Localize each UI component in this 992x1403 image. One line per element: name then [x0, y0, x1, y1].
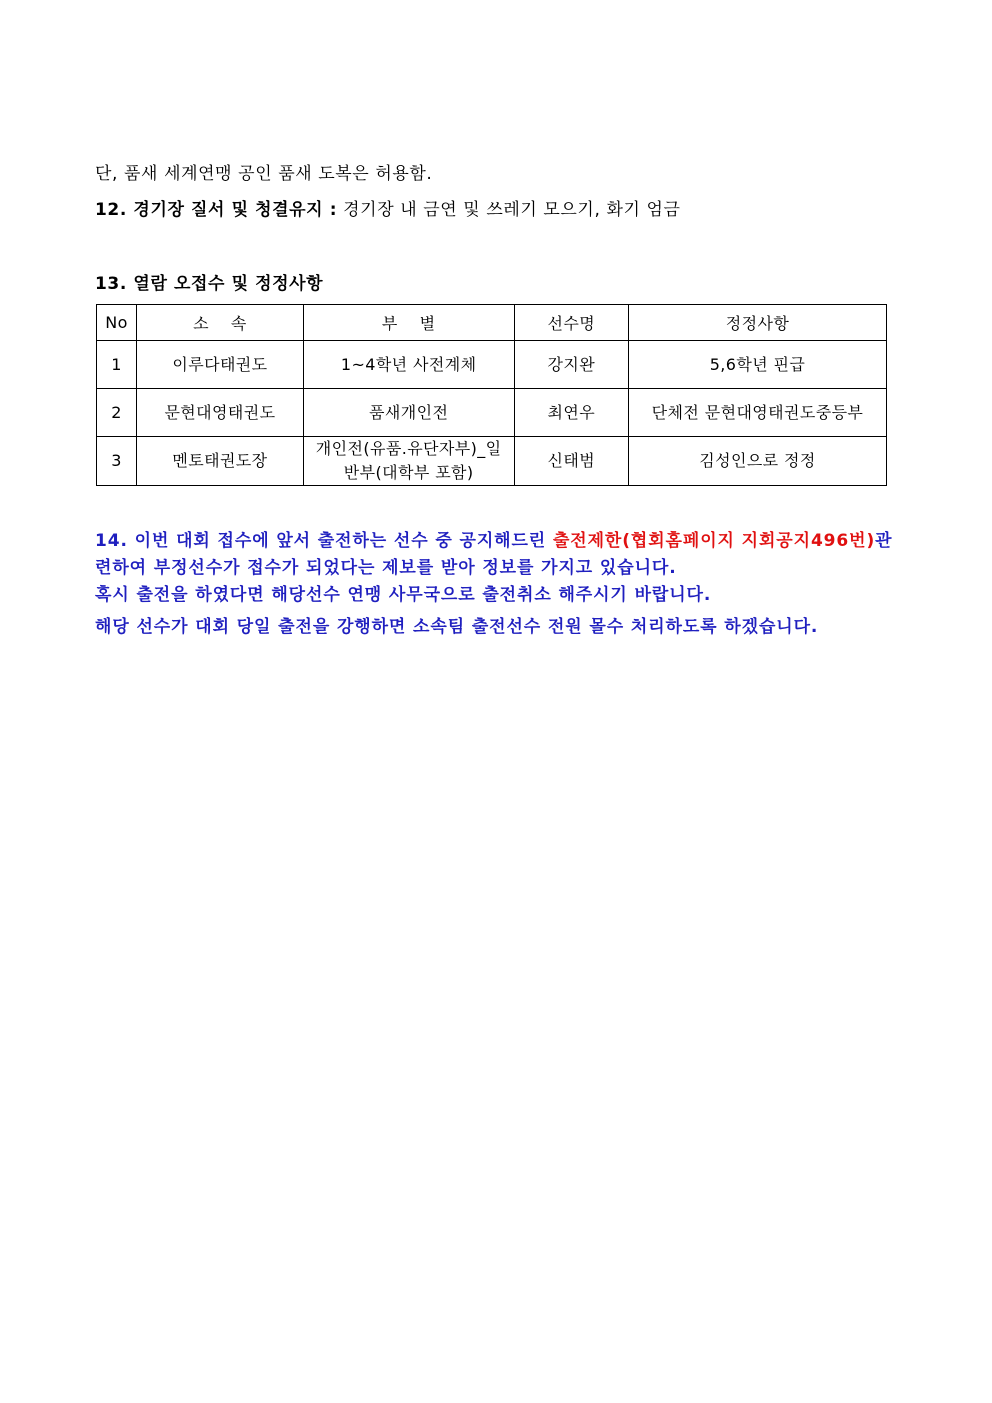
- row-name: 신태범: [514, 437, 628, 486]
- table-row: [97, 341, 887, 389]
- header-name: 선수명: [514, 305, 628, 341]
- correction-table: [96, 304, 887, 486]
- table-header-row: [97, 305, 887, 341]
- row-no: 2: [97, 389, 137, 437]
- row-division: 개인전(유품.유단자부)_일반부(대학부 포함): [303, 437, 514, 486]
- row-correction: 김성인으로 정정: [628, 437, 886, 486]
- row-org: 이루다태권도: [137, 341, 304, 389]
- row-name: 강지완: [514, 341, 628, 389]
- row-correction: 단체전 문현대영태권도중등부: [628, 389, 886, 437]
- rule-item-12: [95, 200, 681, 220]
- row-org: 문현대영태권도: [137, 389, 304, 437]
- header-correction: 정정사항: [628, 305, 886, 341]
- row-no: 1: [97, 341, 137, 389]
- header-org: 소 속: [137, 305, 304, 341]
- row-no: 3: [97, 437, 137, 486]
- rule-item-12-title: 12. 경기장 질서 및 청결유지 :: [95, 200, 338, 220]
- rule-text-uniform: 단, 품새 세계연맹 공인 품새 도복은 허용함.: [95, 164, 433, 184]
- notice-14-paragraph: [95, 528, 905, 582]
- notice-14-intro: 14. 이번 대회 접수에 앞서 출전하는 선수 중 공지해드린: [95, 531, 553, 551]
- notice-14-line2: 혹시 출전을 하였다면 해당선수 연맹 사무국으로 출전취소 해주시기 바랍니다.: [95, 585, 712, 605]
- rule-item-12-body: 경기장 내 금연 및 쓰레기 모으기, 화기 엄금: [337, 200, 681, 220]
- notice-14-continuation: 관련하여 부정선수가 접수가 되었다는 제보를 받아 정보를 가지고 있습니다.: [95, 531, 893, 578]
- row-division: 품새개인전: [303, 389, 514, 437]
- table-row: [97, 389, 887, 437]
- row-division: 1~4학년 사전계체: [303, 341, 514, 389]
- section-13-title: 13. 열람 오접수 및 정정사항: [95, 274, 324, 294]
- row-org: 멘토태권도장: [137, 437, 304, 486]
- row-correction: 5,6학년 핀급: [628, 341, 886, 389]
- notice-14-highlight: 출전제한(협회홈페이지 지회공지496번): [552, 531, 876, 551]
- notice-14-line3: 해당 선수가 대회 당일 출전을 강행하면 소속팀 출전선수 전원 몰수 처리하도록 하겠습니다.: [95, 617, 819, 637]
- header-no: No: [97, 305, 137, 341]
- header-division: 부 별: [303, 305, 514, 341]
- row-name: 최연우: [514, 389, 628, 437]
- table-row: [97, 437, 887, 486]
